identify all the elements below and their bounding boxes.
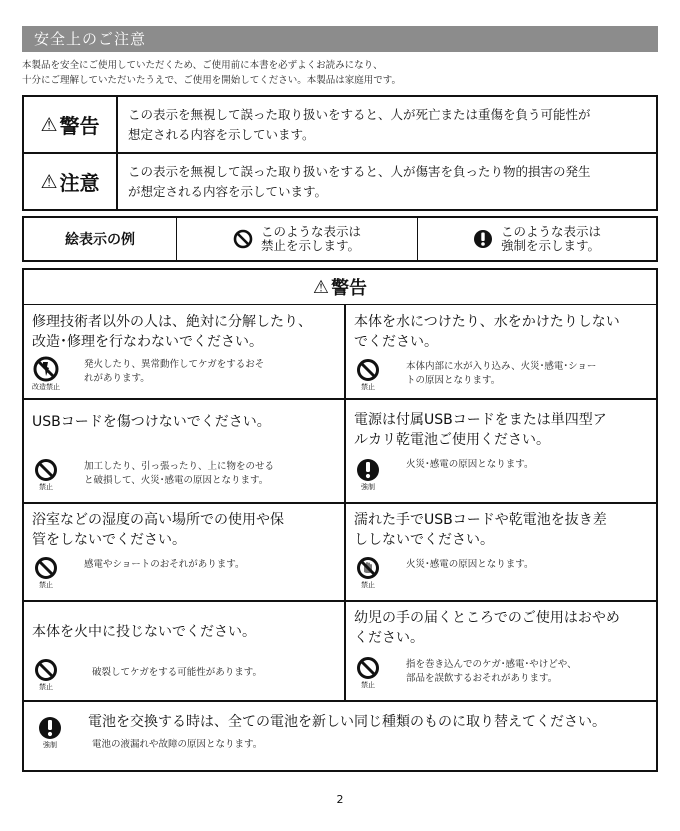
example-label: 絵表示の例 xyxy=(24,218,177,260)
example-mandatory-text xyxy=(501,225,601,253)
pictogram-label: 禁止 xyxy=(361,581,375,589)
warning-item-body xyxy=(406,360,596,388)
warning-item-body xyxy=(406,658,577,686)
warning-body-line-1: 破裂してケガをする可能性があります。 xyxy=(92,667,263,678)
pictogram-label: 禁止 xyxy=(39,483,53,491)
example-line-2: 強制を示します。 xyxy=(500,238,600,253)
pictogram-label: 禁止 xyxy=(39,683,53,691)
warning-item-body xyxy=(84,460,274,488)
definition-text xyxy=(128,105,652,145)
warnings-table xyxy=(22,268,658,772)
intro-line-1: 本製品を安全にご使用していただくため、ご使用前に本書を必ずよくお読みになり、 xyxy=(22,60,383,71)
row-divider xyxy=(24,398,656,400)
prohibit-icon xyxy=(34,658,58,682)
warning-title-line-1: 本体を火中に投じないでください。 xyxy=(32,624,256,640)
definition-row-warning xyxy=(24,97,656,154)
warning-title-line-1: 修理技術者以外の人は、絶対に分解したり、 xyxy=(32,314,312,330)
warning-body-line-2: と破損して、火災･感電の原因となります。 xyxy=(84,475,269,486)
prohibit-icon xyxy=(356,656,380,680)
warning-item xyxy=(32,312,344,398)
warning-body-line-1: 感電やショートのおそれがあります。 xyxy=(84,559,245,570)
warning-item xyxy=(32,510,344,600)
warning-body-line-1: 火災･感電の原因となります。 xyxy=(406,559,534,570)
warning-item-title xyxy=(354,608,666,648)
example-line-1: このような表示は xyxy=(500,224,601,239)
definition-label-warning xyxy=(24,97,118,152)
definition-label-text: 警告 xyxy=(59,114,100,138)
warning-item xyxy=(32,412,344,502)
section-header xyxy=(22,26,658,52)
warning-body-line-1: 本体内部に水が入り込み、火災･感電･ショー xyxy=(406,361,597,372)
warning-title-line-1: 幼児の手の届くところでのご使用はおやめ xyxy=(354,610,620,626)
warning-item-title xyxy=(32,510,344,550)
definition-text xyxy=(128,162,652,202)
warning-item-body xyxy=(406,558,534,572)
pictogram-label: 強制 xyxy=(361,483,375,491)
caution-triangle-icon: ⚠ xyxy=(40,170,58,193)
signal-word-definitions xyxy=(22,95,658,211)
mandatory-icon xyxy=(473,229,493,249)
warning-title-line-2: ししないでください。 xyxy=(354,532,494,548)
section-title: 安全上のご注意 xyxy=(34,30,147,48)
definition-label-caution xyxy=(24,154,118,209)
pictogram-label: 改造禁止 xyxy=(32,383,60,391)
warning-body-line-2: トの原因となります。 xyxy=(406,375,501,386)
warning-triangle-icon: ⚠ xyxy=(312,276,330,298)
row-divider xyxy=(24,502,656,504)
warning-title-line-1: 浴室などの湿度の高い場所での使用や保 xyxy=(32,512,284,528)
pictogram-examples xyxy=(22,216,658,262)
definition-line-2: 想定される内容を示しています。 xyxy=(128,127,315,142)
intro-text xyxy=(22,58,662,88)
page-number: 2 xyxy=(336,793,344,806)
warning-item-body xyxy=(84,558,245,572)
warning-item-title xyxy=(354,410,666,450)
warning-body-line-1: 火災･感電の原因となります。 xyxy=(406,459,534,470)
no-disassembly-icon xyxy=(33,356,59,382)
warning-item-pictogram xyxy=(32,458,60,492)
battery-warning-item xyxy=(24,702,656,770)
intro-line-2: 十分にご理解していただいたうえで、ご使用を開始してください。本製品は家庭用です。 xyxy=(22,75,402,86)
warning-item-pictogram xyxy=(354,358,382,392)
warning-item-pictogram xyxy=(32,658,60,692)
warning-title-line-2: ください。 xyxy=(354,630,424,646)
definition-line-1: この表示を無視して誤った取り扱いをすると、人が傷害を負ったり物的損害の発生 xyxy=(128,164,591,179)
warning-item-title xyxy=(354,312,666,352)
definition-line-2: が想定される内容を示しています。 xyxy=(128,184,328,199)
pictogram-label: 禁止 xyxy=(361,681,375,689)
warning-title-line-2: でください。 xyxy=(354,334,438,350)
warning-item-pictogram xyxy=(32,356,60,392)
warning-title-line-1: 電源は付属USBコードをまたは単四型ア xyxy=(354,412,607,428)
no-wet-hands-icon xyxy=(356,556,380,580)
warning-item-title: 電池を交換する時は、全ての電池を新しい同じ種類のものに取り替えてください。 xyxy=(88,714,606,730)
example-mandatory xyxy=(418,218,656,260)
warning-item-body xyxy=(84,358,264,386)
warnings-title-text: 警告 xyxy=(331,278,368,299)
warning-title-line-1: USBコードを傷つけないでください。 xyxy=(32,414,271,430)
warning-title-line-1: 濡れた手でUSBコードや乾電池を抜き差 xyxy=(354,512,607,528)
pictogram-label: 禁止 xyxy=(361,383,375,391)
definition-line-1: この表示を無視して誤った取り扱いをすると、人が死亡または重傷を負う可能性が xyxy=(128,107,591,122)
warning-item-body xyxy=(406,458,534,472)
prohibit-icon xyxy=(356,358,380,382)
prohibit-icon xyxy=(34,556,58,580)
prohibit-icon xyxy=(34,458,58,482)
prohibit-icon xyxy=(233,229,253,249)
warning-title-line-2: ルカリ乾電池ご使用ください。 xyxy=(354,432,550,448)
mandatory-icon xyxy=(38,716,62,740)
warning-title-line-2: 管をしないでください。 xyxy=(32,532,186,548)
warning-body-line-1: 指を巻き込んでのケガ･感電･やけどや、 xyxy=(406,659,577,670)
warning-title-line-1: 本体を水につけたり、水をかけたりしない xyxy=(354,314,620,330)
warning-item-title xyxy=(32,412,344,432)
warning-item-pictogram xyxy=(354,458,382,492)
warning-item xyxy=(354,410,666,500)
warning-item xyxy=(32,622,344,700)
example-prohibit xyxy=(177,218,418,260)
warning-item-pictogram xyxy=(354,556,382,590)
warning-item xyxy=(354,510,666,600)
example-line-1: このような表示は xyxy=(260,224,361,239)
warning-item-body: 電池の液漏れや故障の原因となります。 xyxy=(92,739,263,750)
example-prohibit-text xyxy=(261,225,361,253)
example-line-2: 禁止を示します。 xyxy=(260,238,360,253)
warning-item-pictogram xyxy=(36,716,64,750)
warning-item xyxy=(354,312,666,398)
warning-item-pictogram xyxy=(32,556,60,590)
warning-item-title xyxy=(32,622,344,642)
warning-item xyxy=(354,608,666,698)
warning-item-title xyxy=(32,312,344,352)
warning-body-line-1: 加工したり、引っ張ったり、上に物をのせる xyxy=(84,461,275,472)
warning-item-body xyxy=(92,666,262,680)
mandatory-icon xyxy=(356,458,380,482)
warning-body-line-2: 部品を誤飲するおそれがあります。 xyxy=(406,673,558,684)
warnings-title xyxy=(24,270,656,305)
warning-triangle-icon: ⚠ xyxy=(40,113,58,136)
warning-body-line-2: れがあります。 xyxy=(84,373,150,384)
definition-row-caution xyxy=(24,154,656,209)
warning-body-line-1: 発火したり、異常動作してケガをするおそ xyxy=(84,359,265,370)
definition-label-text: 注意 xyxy=(59,171,100,195)
warning-item-pictogram xyxy=(354,656,382,690)
warning-title-line-2: 改造･修理を行なわないでください。 xyxy=(32,334,263,350)
warning-item-title xyxy=(354,510,666,550)
pictogram-label: 禁止 xyxy=(39,581,53,589)
pictogram-label: 強制 xyxy=(43,741,57,749)
row-divider xyxy=(24,600,656,602)
